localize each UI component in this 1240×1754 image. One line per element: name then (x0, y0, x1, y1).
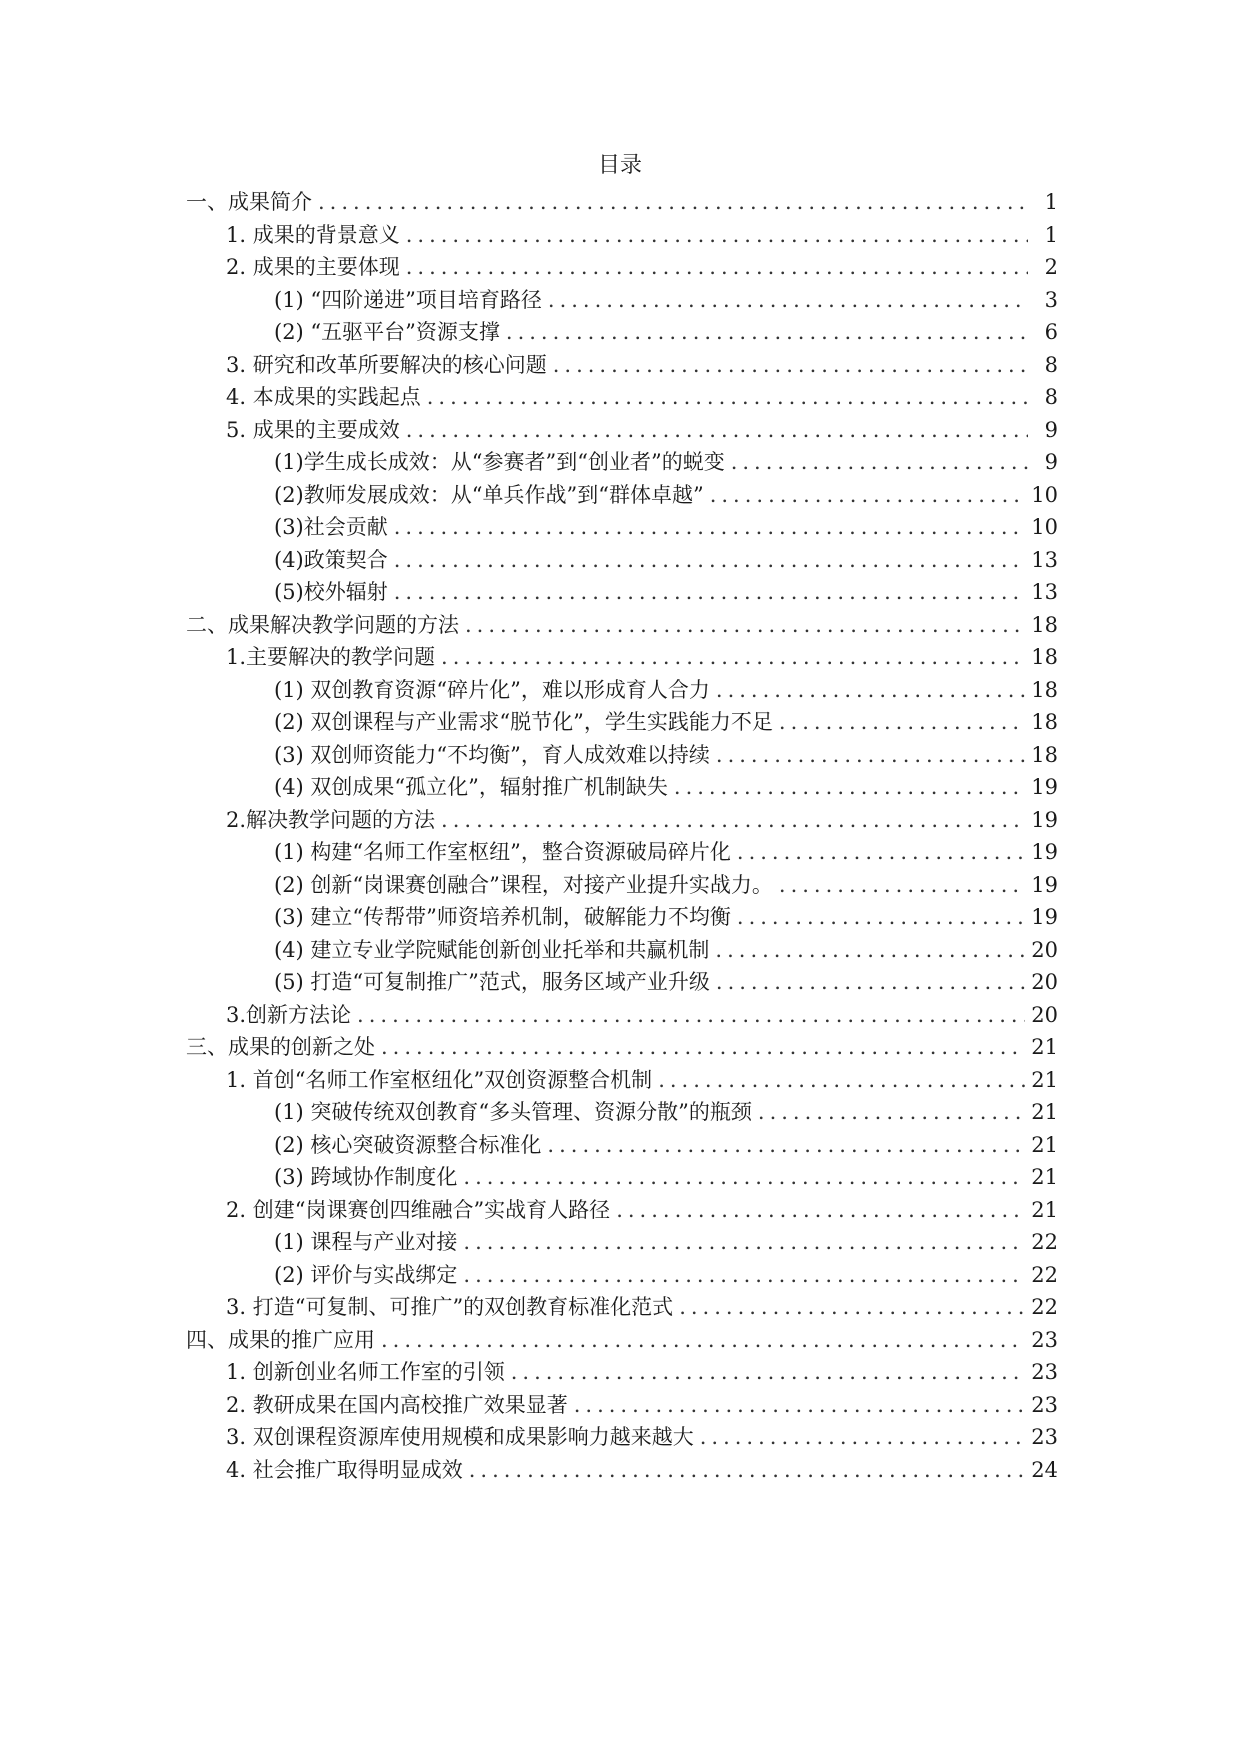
toc-leader-dots (716, 739, 1025, 772)
toc-entry[interactable] (186, 1194, 1058, 1227)
toc-entry[interactable] (186, 1096, 1058, 1129)
toc-page-number: 20 (1031, 970, 1058, 994)
toc-entry[interactable] (186, 1356, 1058, 1389)
toc-entry[interactable] (186, 1259, 1058, 1292)
toc-entry-text: 一、成果简介 (186, 190, 312, 214)
toc-page-number: 21 (1031, 1132, 1058, 1157)
toc-leader-dots (318, 186, 1028, 219)
toc-entry[interactable] (186, 1324, 1058, 1357)
toc-entry-text: (5) 打造“可复制推广”范式，服务区域产业升级 (274, 970, 710, 994)
toc-entry-text: 2. 教研成果在国内高校推广效果显著 (226, 1392, 568, 1417)
toc-leader-dots (674, 771, 1025, 804)
toc-entry-text: (1) 构建“名师工作室枢纽”，整合资源破局碎片化 (274, 840, 731, 864)
toc-leader-dots (574, 1389, 1026, 1422)
toc-page-number: 18 (1031, 710, 1058, 734)
toc-page-number: 1 (1044, 190, 1058, 214)
toc-leader-dots (779, 869, 1025, 902)
toc-leader-dots (463, 1259, 1025, 1292)
toc-entry[interactable] (186, 1454, 1058, 1487)
toc-page-number: 18 (1031, 645, 1058, 669)
toc-entry[interactable] (186, 804, 1058, 837)
toc-entry[interactable] (186, 349, 1058, 382)
toc-leader-dots (441, 641, 1025, 674)
toc-entry-text: (1) “四阶递进”项目培育路径 (274, 287, 542, 312)
toc-entry-text: (4) 建立专业学院赋能创新创业托举和共赢机制 (274, 937, 710, 962)
toc-entry[interactable] (186, 706, 1058, 739)
toc-leader-dots (406, 219, 1028, 252)
toc-entry[interactable] (186, 641, 1058, 674)
toc-leader-dots (716, 966, 1025, 999)
toc-entry-text: (3) 双创师资能力“不均衡”，育人成效难以持续 (274, 742, 710, 767)
toc-entry-text: 1.主要解决的教学问题 (226, 645, 436, 669)
toc-entry[interactable] (186, 836, 1058, 869)
toc-entry-text: 2. 成果的主要体现 (226, 255, 400, 279)
toc-entry[interactable] (186, 999, 1058, 1032)
toc-title: 目录 (597, 153, 642, 178)
toc-leader-dots (406, 251, 1028, 284)
toc-entry-text: 1. 首创“名师工作室枢纽化”双创资源整合机制 (226, 1067, 653, 1092)
toc-entry[interactable] (186, 1129, 1058, 1162)
toc-leader-dots (553, 349, 1028, 382)
toc-entry[interactable] (186, 1064, 1058, 1097)
toc-page-number: 19 (1031, 905, 1058, 929)
toc-entry-text: 2. 创建“岗课赛创四维融合”实战育人路径 (226, 1197, 611, 1222)
toc-entry-text: (4) 双创成果“孤立化”，辐射推广机制缺失 (274, 775, 668, 799)
toc-entry-text: (2) “五驱平台”资源支撑 (274, 320, 500, 344)
toc-entry-text: (2) 评价与实战绑定 (274, 1262, 458, 1287)
toc-leader-dots (463, 1226, 1025, 1259)
toc-entry-text: (2) 创新“岗课赛创融合”课程，对接产业提升实战力。 (274, 872, 773, 897)
toc-leader-dots (394, 544, 1026, 577)
toc-page-number: 20 (1031, 937, 1058, 962)
toc-entry-text: (3)社会贡献 (274, 515, 388, 539)
toc-entry[interactable] (186, 414, 1058, 447)
toc-entry-text: 1. 创新创业名师工作室的引领 (226, 1360, 505, 1384)
toc-leader-dots (715, 934, 1025, 967)
toc-entry-text: (3) 跨域协作制度化 (274, 1165, 458, 1189)
toc-page-number: 10 (1031, 515, 1058, 539)
toc-leader-dots (469, 1454, 1026, 1487)
toc-entry[interactable] (186, 1031, 1058, 1064)
toc-entry[interactable] (186, 869, 1058, 902)
toc-entry[interactable] (186, 316, 1058, 349)
toc-entry[interactable] (186, 934, 1058, 967)
toc-leader-dots (731, 446, 1028, 479)
toc-page-number: 18 (1031, 742, 1058, 767)
toc-entry-text: 3. 打造“可复制、可推广”的双创教育标准化范式 (226, 1295, 674, 1319)
toc-entry[interactable] (186, 251, 1058, 284)
toc-leader-dots (381, 1031, 1025, 1064)
toc-entry[interactable] (186, 771, 1058, 804)
toc-entry[interactable] (186, 186, 1058, 219)
toc-leader-dots (357, 999, 1025, 1032)
toc-leader-dots (506, 316, 1028, 349)
toc-page-number: 2 (1044, 255, 1058, 279)
toc-leader-dots (548, 284, 1028, 317)
toc-entry[interactable] (186, 674, 1058, 707)
toc-leader-dots (394, 511, 1026, 544)
toc-entry[interactable] (186, 381, 1058, 414)
toc-page-number: 23 (1031, 1327, 1058, 1352)
toc-page-number: 22 (1031, 1230, 1058, 1254)
toc-leader-dots (441, 804, 1025, 837)
toc-page-number: 24 (1031, 1457, 1058, 1482)
toc-page-number: 23 (1031, 1360, 1058, 1384)
toc-page-number: 19 (1031, 807, 1058, 832)
toc-entry[interactable] (186, 901, 1058, 934)
toc-entry-text: (5)校外辐射 (274, 580, 388, 604)
toc-page-number: 9 (1044, 450, 1058, 474)
toc-leader-dots (716, 674, 1025, 707)
toc-entry-text: (1)学生成长成效：从“参赛者”到“创业者”的蜕变 (274, 450, 725, 474)
toc-entry[interactable] (186, 1226, 1058, 1259)
toc-entry[interactable] (186, 739, 1058, 772)
toc-page-number: 19 (1031, 872, 1058, 897)
toc-entry-text: 二、成果解决教学问题的方法 (186, 612, 459, 637)
toc-page-number: 19 (1031, 775, 1058, 799)
toc-page-number: 13 (1031, 580, 1058, 604)
toc-leader-dots (463, 1161, 1025, 1194)
toc-page-number: 6 (1044, 320, 1058, 344)
toc-entry-text: (1) 突破传统双创教育“多头管理、资源分散”的瓶颈 (274, 1100, 752, 1124)
toc-leader-dots (511, 1356, 1026, 1389)
toc-page-number: 21 (1031, 1067, 1058, 1092)
toc-page-number: 1 (1044, 222, 1058, 247)
toc-page-number: 8 (1044, 352, 1058, 377)
toc-entry-text: (3) 建立“传帮带”师资培养机制，破解能力不均衡 (274, 905, 731, 929)
toc-page-number: 22 (1031, 1262, 1058, 1287)
toc-leader-dots (737, 901, 1025, 934)
toc-page-number: 18 (1031, 677, 1058, 702)
toc-entry[interactable] (186, 609, 1058, 642)
toc-entry[interactable] (186, 1291, 1058, 1324)
toc-entry[interactable] (186, 576, 1058, 609)
toc-entry[interactable] (186, 284, 1058, 317)
toc-entry-text: (2) 核心突破资源整合标准化 (274, 1132, 542, 1157)
toc-page-number: 23 (1031, 1425, 1058, 1449)
toc-leader-dots (381, 1324, 1025, 1357)
toc-leader-dots (779, 706, 1025, 739)
toc-entry-text: (2) 双创课程与产业需求“脱节化”，学生实践能力不足 (274, 710, 773, 734)
toc-leader-dots (737, 836, 1025, 869)
toc-entry-text: (4)政策契合 (274, 547, 388, 572)
toc-entry[interactable] (186, 219, 1058, 252)
toc-page-number: 21 (1031, 1165, 1058, 1189)
toc-entry-text: 4. 本成果的实践起点 (226, 385, 421, 409)
toc-entry[interactable] (186, 1161, 1058, 1194)
toc-list (186, 186, 1058, 1486)
toc-entry-text: 3.创新方法论 (226, 1002, 352, 1027)
toc-entry-text: 5. 成果的主要成效 (226, 417, 400, 442)
toc-page-number: 21 (1031, 1100, 1058, 1124)
toc-entry-text: 2.解决教学问题的方法 (226, 807, 436, 832)
toc-page-number: 8 (1044, 385, 1058, 409)
toc-page-number: 23 (1031, 1392, 1058, 1417)
toc-entry[interactable] (186, 479, 1058, 512)
toc-page-number: 3 (1044, 287, 1058, 312)
toc-page-number: 18 (1031, 612, 1058, 637)
toc-entry[interactable] (186, 966, 1058, 999)
toc-leader-dots (427, 381, 1028, 414)
toc-leader-dots (406, 414, 1028, 447)
toc-entry-text: 4. 社会推广取得明显成效 (226, 1457, 463, 1482)
toc-entry-text: 三、成果的创新之处 (186, 1035, 375, 1059)
toc-leader-dots (465, 609, 1025, 642)
toc-page-number: 20 (1031, 1002, 1058, 1027)
toc-page-number: 21 (1031, 1035, 1058, 1059)
toc-leader-dots (679, 1291, 1025, 1324)
toc-entry-text: (2)教师发展成效：从“单兵作战”到“群体卓越” (274, 482, 704, 507)
toc-entry-text: 3. 研究和改革所要解决的核心问题 (226, 352, 547, 377)
toc-page-number: 9 (1044, 417, 1058, 442)
toc-page-number: 10 (1031, 482, 1058, 507)
toc-leader-dots (394, 576, 1026, 609)
toc-leader-dots (758, 1096, 1025, 1129)
toc-page-number: 13 (1031, 547, 1058, 572)
toc-entry-text: (1) 双创教育资源“碎片化”，难以形成育人合力 (274, 677, 710, 702)
toc-entry[interactable] (186, 1389, 1058, 1422)
toc-leader-dots (710, 479, 1026, 512)
toc-entry[interactable] (186, 544, 1058, 577)
toc-leader-dots (616, 1194, 1025, 1227)
toc-entry-text: 3. 双创课程资源库使用规模和成果影响力越来越大 (226, 1425, 694, 1449)
toc-entry[interactable] (186, 1421, 1058, 1454)
toc-entry-text: 1. 成果的背景意义 (226, 222, 400, 247)
toc-page-number: 19 (1031, 840, 1058, 864)
toc-entry[interactable] (186, 446, 1058, 479)
toc-entry-text: 四、成果的推广应用 (186, 1327, 375, 1352)
toc-leader-dots (700, 1421, 1026, 1454)
toc-leader-dots (547, 1129, 1025, 1162)
toc-leader-dots (658, 1064, 1025, 1097)
toc-entry-text: (1) 课程与产业对接 (274, 1230, 458, 1254)
toc-entry[interactable] (186, 511, 1058, 544)
toc-page-number: 22 (1031, 1295, 1058, 1319)
toc-page-number: 21 (1031, 1197, 1058, 1222)
